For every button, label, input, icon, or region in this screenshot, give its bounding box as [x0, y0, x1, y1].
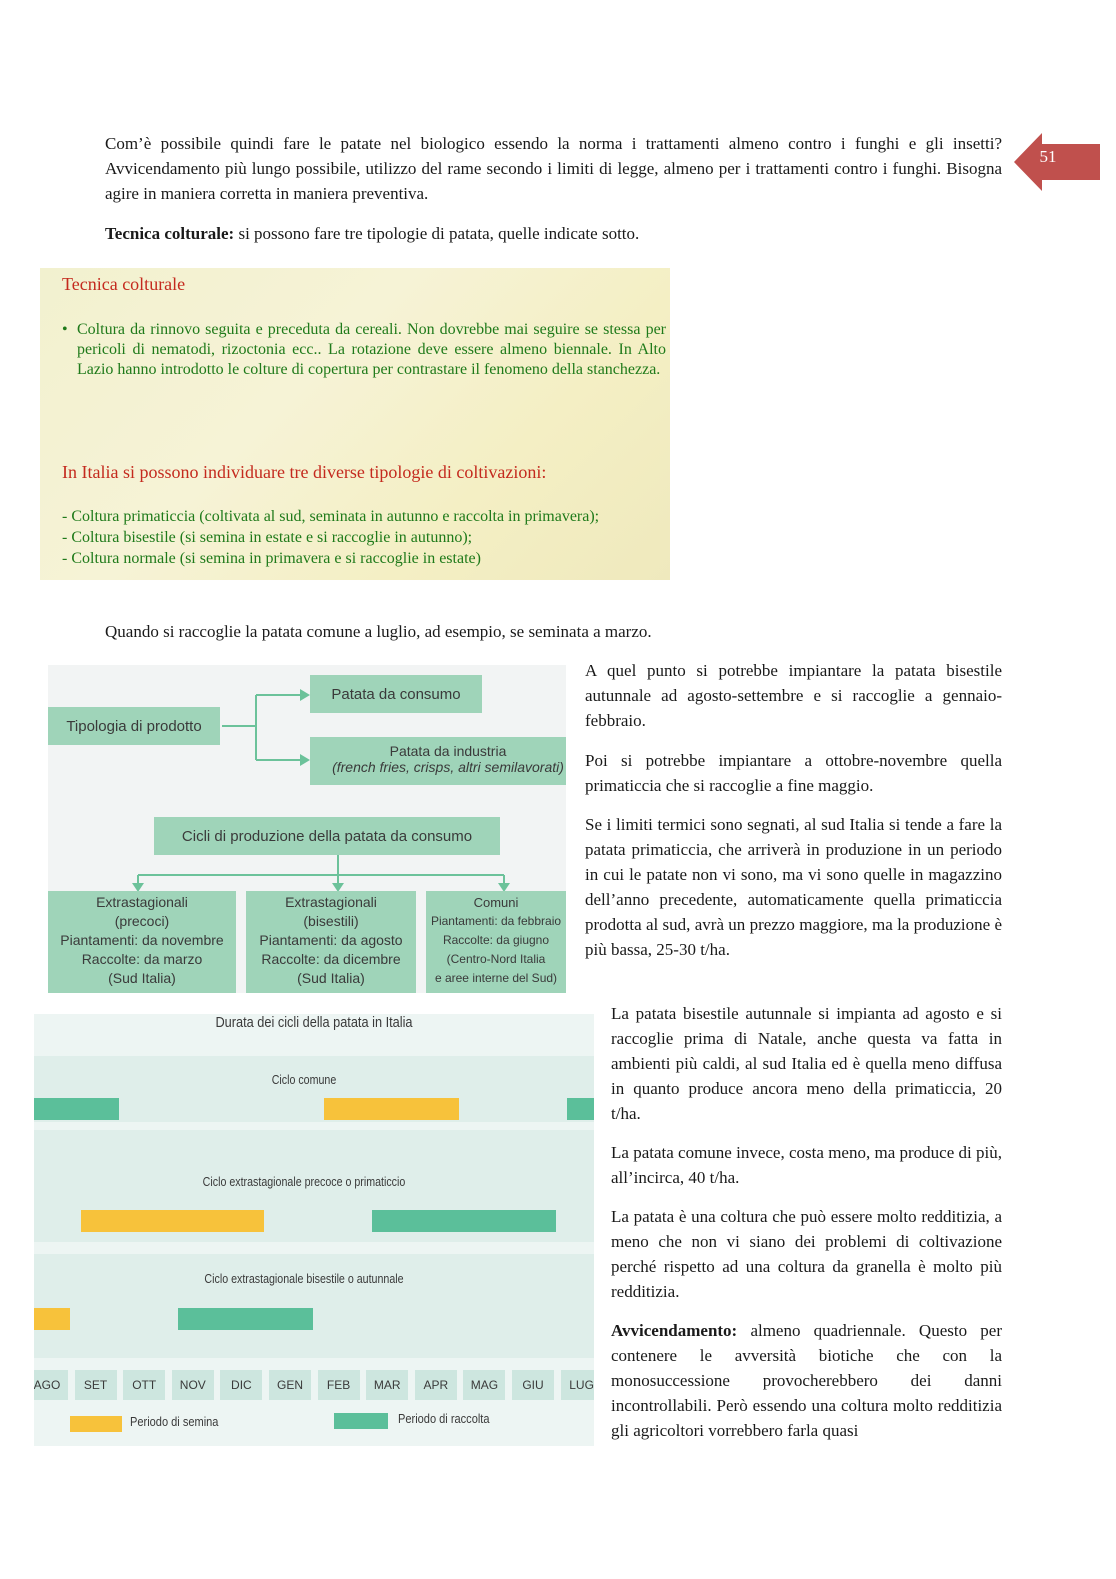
paragraph-1: A quel punto si potrebbe impiantare la patata bisestile autunnale ad agosto-settembre e si raccoglie a gennaio-febbraio. — [585, 661, 1002, 730]
tipologia-label: Tipologia di prodotto — [66, 717, 202, 735]
tecnica-paragraph — [105, 221, 1002, 246]
paragraph-7 — [611, 1318, 1002, 1443]
slide-list-item: - Coltura normale (si semina in primavera e si raccoglie in estate) — [62, 550, 481, 567]
col1-line: Raccolte: da marzo — [81, 951, 203, 967]
slide-list — [62, 506, 599, 569]
month-tick-label: MAG — [463, 1370, 505, 1400]
legend-harvest-label: Periodo di raccolta — [398, 1411, 490, 1426]
col2-line: Piantamenti: da agosto — [259, 932, 403, 948]
col3-line: Comuni — [473, 895, 519, 910]
legend-harvest-swatch — [334, 1413, 388, 1429]
slide-list-item: - Coltura primaticcia (coltivata al sud, seminata in autunno e raccolta in primavera); — [62, 508, 600, 525]
series-label: Ciclo comune — [271, 1072, 337, 1087]
col3-line: Piantamenti: da febbraio — [430, 914, 562, 928]
slide-bullet-text: Coltura da rinnovo seguita e preceduta da cereali. Non dovrebbe mai seguire se stessa per pericoli di nematodi, rizoctonia ecc.. La rotazione deve essere almeno biennale. In Alto Lazio hanno introdotto le colture di copertura per contrastare il fenomeno della stanchezza. — [77, 321, 666, 378]
slide-title: Tecnica colturale — [62, 274, 186, 294]
month-tick-label: APR — [415, 1370, 457, 1400]
col1-line: Extrastagionali — [96, 894, 188, 910]
month-tick-label: GEN — [269, 1370, 311, 1400]
legend-sowing-label: Periodo di semina — [130, 1414, 219, 1429]
month-tick-label: SET — [75, 1370, 117, 1400]
avvicendamento-text: almeno quadriennale. Questo per contenere le avversità biotiche che con la monosuccessione provocherebbero dei danni incontrollabili. Però essendo una coltura molto redditizia gli agricoltori vorrebbero farla quasi — [611, 1321, 1002, 1440]
potato-cycles-chart — [34, 1014, 594, 1446]
chart-title: Durata dei cicli della patata in Italia — [215, 1014, 413, 1031]
quando-paragraph: Quando si raccoglie la patata comune a luglio, ad esempio, se seminata a marzo. — [105, 622, 652, 641]
slide-list-item: - Coltura bisestile (si semina in estate e si raccoglie in autunno); — [62, 529, 473, 546]
month-tick-label: DIC — [220, 1370, 262, 1400]
col2-line: (bisestili) — [303, 913, 359, 929]
month-tick-label: NOV — [172, 1370, 214, 1400]
harvest-bar — [567, 1098, 594, 1120]
row-band — [34, 1254, 594, 1358]
industria-detail: (french fries, crisps, altri semilavorati) — [332, 759, 564, 775]
cicli-label: Cicli di produzione della patata da consumo — [181, 827, 473, 845]
legend-sowing-swatch — [70, 1416, 122, 1432]
avvicendamento-label: Avvicendamento: — [611, 1321, 738, 1340]
col3-line: e aree interne del Sud) — [434, 971, 558, 985]
extrastagionali-bisestili-box — [246, 891, 416, 993]
month-tick-label: FEB — [318, 1370, 360, 1400]
paragraph-5: La patata comune invece, costa meno, ma produce di più, all’incirca, 40 t/ha. — [611, 1143, 1002, 1187]
tecnica-label: Tecnica colturale: — [105, 224, 235, 243]
col2-line: Raccolte: da dicembre — [261, 951, 401, 967]
paragraph-3: Se i limiti termici sono segnati, al sud Italia si tende a fare la patata primaticcia, che arriverà in produzione in un periodo in cui le patate non vi sono, ma vi sono quelle in magazzino dell’anno precedente, automaticamente quella primaticcia prodotta al sud, avrà un prezzo maggiore, ma la produzione è più bassa, 25-30 t/ha. — [585, 815, 1002, 959]
paragraph-4: La patata bisestile autunnale si impianta ad agosto e si raccoglie prima di Natale, anche questa va fatta in ambienti più caldi, al sud Italia ed è quella meno diffusa in quanto produce ancora meno della primaticcia, 20 t/ha. — [611, 1004, 1002, 1123]
col1-line: (Sud Italia) — [108, 970, 176, 986]
col1-line: Piantamenti: da novembre — [60, 932, 224, 948]
month-tick-label: LUG — [561, 1370, 594, 1400]
sowing-bar — [81, 1210, 265, 1232]
slide-heading: In Italia si possono individuare tre diverse tipologie di coltivazioni: — [62, 462, 547, 482]
col2-line: Extrastagionali — [285, 894, 377, 910]
intro-paragraph: Com’è possibile quindi fare le patate nel biologico essendo la norma i trattamenti almeno contro i funghi e gli insetti? Avvicendamento più lungo possibile, utilizzo del rame secondo i limiti di legge, almeno per i trattamenti contro i funghi. Bisogna agire in maniera corretta in maniera preventiva. — [105, 134, 1002, 203]
bullet-dot-icon: • — [62, 321, 68, 338]
col3-line: Raccolte: da giugno — [442, 933, 550, 947]
consumo-box — [310, 675, 482, 713]
col2-line: (Sud Italia) — [297, 970, 365, 986]
paragraph-2: Poi si potrebbe impiantare a ottobre-novembre quella primaticcia che si raccoglie a fine maggio. — [585, 751, 1002, 795]
tecnica-text: si possono fare tre tipologie di patata, quelle indicate sotto. — [234, 224, 640, 243]
industria-box — [310, 737, 566, 785]
month-tick-label: GIU — [512, 1370, 554, 1400]
comuni-box — [426, 891, 566, 993]
month-tick-label: OTT — [123, 1370, 165, 1400]
sowing-bar — [34, 1308, 70, 1330]
industria-label: Patata da industria — [389, 743, 507, 759]
harvest-bar — [372, 1210, 556, 1232]
consumo-label: Patata da consumo — [331, 685, 461, 703]
extrastagionali-precoci-box — [48, 891, 236, 993]
month-tick-label: MAR — [366, 1370, 408, 1400]
paragraph-6: La patata è una coltura che può essere molto redditizia, a meno che non vi siano dei problemi di coltivazione perché rispetto ad una coltura da granella è molto più redditizia. — [611, 1207, 1002, 1301]
col1-line: (precoci) — [114, 913, 170, 929]
harvest-bar — [34, 1098, 119, 1120]
tecnica-colturale-slide — [40, 268, 670, 580]
harvest-bar — [178, 1308, 313, 1330]
slide-bullet — [62, 320, 666, 380]
series-label: Ciclo extrastagionale bisestile o autunnale — [204, 1271, 404, 1286]
tipologia-box — [48, 707, 220, 745]
series-label: Ciclo extrastagionale precoce o primaticcio — [202, 1174, 406, 1189]
month-tick-label: AGO — [34, 1370, 68, 1400]
page-number: 51 — [1039, 147, 1057, 166]
product-typology-diagram — [48, 665, 566, 993]
cicli-box — [154, 817, 500, 855]
col3-line: (Centro-Nord Italia — [446, 952, 546, 966]
sowing-bar — [324, 1098, 459, 1120]
